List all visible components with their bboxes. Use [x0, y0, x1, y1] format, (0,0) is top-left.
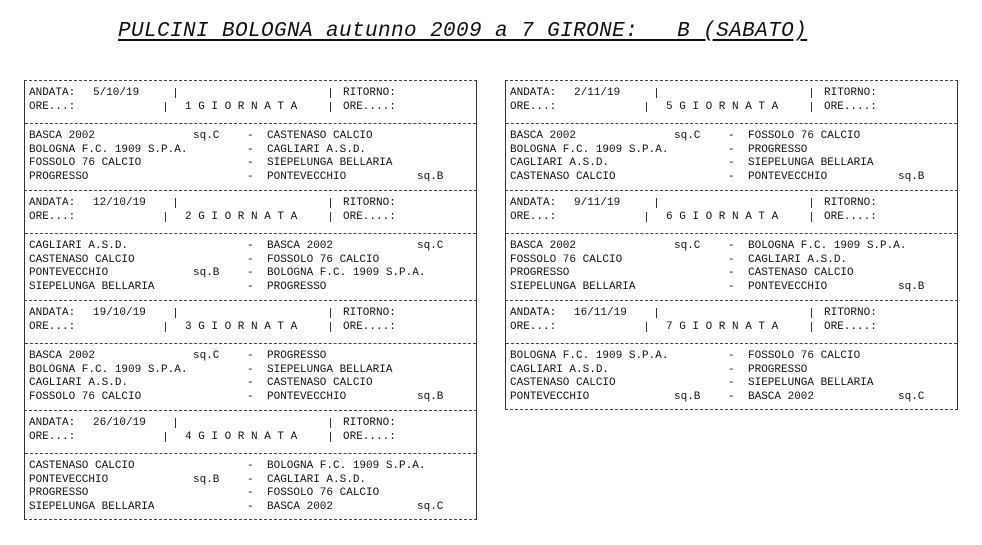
home-team: PONTEVECCHIO — [29, 267, 109, 279]
away-team: BASCA 2002 — [267, 500, 334, 513]
home-team: PONTEVECCHIO — [510, 390, 590, 403]
andata-label: ANDATA: — [29, 307, 76, 319]
away-team: CASTENASO CALCIO — [267, 377, 373, 389]
match-separator: - — [728, 130, 735, 142]
header-divider — [656, 198, 657, 208]
home-team: PROGRESSO — [29, 487, 89, 499]
away-team: CAGLIARI A.S.D. — [748, 253, 848, 266]
home-team: FOSSOLO 76 CALCIO — [29, 390, 142, 403]
ore-right-label: ORE....: — [824, 101, 877, 113]
andata-label: ANDATA: — [29, 197, 76, 209]
match-separator: - — [728, 253, 735, 266]
andata-label: ANDATA: — [510, 307, 557, 319]
away-team: PROGRESSO — [267, 350, 327, 362]
away-team: PONTEVECCHIO — [267, 170, 347, 183]
home-team: BOLOGNA F.C. 1909 S.P.A. — [29, 363, 188, 376]
ritorno-label: RITORNO: — [343, 307, 396, 319]
match-row — [29, 377, 472, 391]
match-row — [29, 144, 472, 158]
match-row — [29, 254, 472, 268]
andata-date: 26/10/19 — [93, 417, 146, 429]
home-team: CAGLIARI A.S.D. — [510, 363, 610, 376]
away-squad: sq.B — [417, 170, 444, 183]
header-divider — [330, 322, 331, 332]
match-separator: - — [247, 253, 254, 266]
away-team: SIEPELUNGA BELLARIA — [267, 157, 393, 169]
match-separator: - — [247, 130, 254, 142]
header-divider — [646, 322, 647, 332]
match-separator: - — [728, 350, 735, 362]
header-divider — [330, 432, 331, 442]
match-row — [510, 350, 953, 364]
ritorno-label: RITORNO: — [343, 197, 396, 209]
ritorno-label: RITORNO: — [824, 307, 877, 319]
match-separator: - — [247, 240, 254, 252]
home-squad: sq.C — [193, 130, 220, 142]
ore-left-label: ORE...: — [29, 211, 76, 223]
header-divider — [165, 212, 166, 222]
giornata-label: 2 G I O R N A T A — [185, 211, 298, 223]
ore-right-label: ORE....: — [343, 431, 396, 443]
match-row — [510, 377, 953, 391]
home-team: BOLOGNA F.C. 1909 S.P.A. — [510, 350, 669, 362]
away-team: SIEPELUNGA BELLARIA — [267, 363, 393, 376]
match-separator: - — [247, 267, 254, 279]
away-team: CAGLIARI A.S.D. — [267, 143, 367, 156]
match-separator: - — [728, 240, 735, 252]
andata-date: 19/10/19 — [93, 307, 146, 319]
match-row — [510, 254, 953, 268]
match-row — [29, 157, 472, 171]
ore-left-label: ORE...: — [510, 211, 557, 223]
ritorno-label: RITORNO: — [824, 197, 877, 209]
home-team: CAGLIARI A.S.D. — [29, 240, 129, 252]
header-divider — [811, 198, 812, 208]
away-team: SIEPELUNGA BELLARIA — [748, 377, 874, 389]
ore-left-label: ORE...: — [29, 431, 76, 443]
home-team: CASTENASO CALCIO — [29, 253, 135, 266]
match-list — [29, 460, 472, 514]
andata-label: ANDATA: — [510, 197, 557, 209]
match-list — [29, 350, 472, 404]
home-team: BASCA 2002 — [510, 130, 577, 142]
round-block — [24, 410, 477, 520]
home-team: FOSSOLO 76 CALCIO — [29, 157, 142, 169]
match-separator: - — [247, 350, 254, 362]
home-squad: sq.C — [193, 350, 220, 362]
match-separator: - — [728, 267, 735, 279]
ritorno-label: RITORNO: — [824, 87, 877, 99]
andata-date: 5/10/19 — [93, 87, 140, 99]
ore-right-label: ORE....: — [343, 211, 396, 223]
away-squad: sq.B — [898, 170, 925, 183]
round-block — [505, 300, 958, 410]
schedule-column-left — [24, 80, 477, 520]
match-separator: - — [247, 143, 254, 156]
away-team: BOLOGNA F.C. 1909 S.P.A. — [267, 460, 426, 472]
home-team: PROGRESSO — [29, 170, 89, 183]
match-row — [29, 281, 472, 295]
andata-label: ANDATA: — [29, 417, 76, 429]
ore-left-label: ORE...: — [510, 321, 557, 333]
home-team: BOLOGNA F.C. 1909 S.P.A. — [510, 143, 669, 156]
match-row — [29, 240, 472, 254]
page-title: PULCINI BOLOGNA autunno 2009 a 7 GIRONE: B (SABATO) — [118, 20, 808, 43]
ore-right-label: ORE....: — [343, 321, 396, 333]
match-list — [29, 240, 472, 294]
home-team: FOSSOLO 76 CALCIO — [510, 253, 623, 266]
header-divider — [330, 88, 331, 98]
match-separator: - — [247, 460, 254, 472]
match-row — [510, 364, 953, 378]
header-divider — [646, 102, 647, 112]
giornata-label: 3 G I O R N A T A — [185, 321, 298, 333]
round-header — [25, 411, 476, 454]
ore-right-label: ORE....: — [824, 321, 877, 333]
match-row — [29, 460, 472, 474]
header-divider — [811, 102, 812, 112]
match-list — [29, 130, 472, 184]
header-divider — [811, 308, 812, 318]
match-row — [510, 130, 953, 144]
match-separator: - — [247, 390, 254, 403]
match-row — [510, 391, 953, 405]
away-team: PROGRESSO — [267, 280, 327, 293]
round-block — [505, 190, 958, 300]
match-separator: - — [247, 473, 254, 486]
match-separator: - — [247, 157, 254, 169]
home-team: CASTENASO CALCIO — [510, 170, 616, 183]
giornata-label: 6 G I O R N A T A — [666, 211, 779, 223]
match-row — [29, 487, 472, 501]
home-team: SIEPELUNGA BELLARIA — [29, 500, 155, 513]
round-header — [506, 81, 957, 124]
andata-date: 16/11/19 — [574, 307, 627, 319]
match-list — [510, 130, 953, 184]
ore-right-label: ORE....: — [824, 211, 877, 223]
away-team: FOSSOLO 76 CALCIO — [748, 130, 861, 142]
match-separator: - — [247, 363, 254, 376]
home-team: SIEPELUNGA BELLARIA — [510, 280, 636, 293]
andata-label: ANDATA: — [29, 87, 76, 99]
match-row — [510, 144, 953, 158]
away-team: FOSSOLO 76 CALCIO — [267, 487, 380, 499]
match-row — [29, 364, 472, 378]
header-divider — [330, 418, 331, 428]
away-team: BASCA 2002 — [748, 390, 815, 403]
match-separator: - — [247, 377, 254, 389]
giornata-label: 7 G I O R N A T A — [666, 321, 779, 333]
match-separator: - — [728, 143, 735, 156]
round-block — [24, 80, 477, 190]
away-team: CASTENASO CALCIO — [748, 267, 854, 279]
match-row — [29, 474, 472, 488]
away-team: FOSSOLO 76 CALCIO — [748, 350, 861, 362]
ritorno-label: RITORNO: — [343, 417, 396, 429]
header-divider — [811, 322, 812, 332]
ore-left-label: ORE...: — [510, 101, 557, 113]
away-team: BOLOGNA F.C. 1909 S.P.A. — [267, 267, 426, 279]
away-team: PONTEVECCHIO — [748, 170, 828, 183]
match-list — [510, 240, 953, 294]
away-squad: sq.B — [898, 280, 925, 293]
home-team: CAGLIARI A.S.D. — [29, 377, 129, 389]
home-squad: sq.C — [674, 240, 701, 252]
schedule-column-right — [505, 80, 958, 410]
match-separator: - — [728, 280, 735, 293]
header-divider — [330, 198, 331, 208]
home-team: CAGLIARI A.S.D. — [510, 157, 610, 169]
match-row — [29, 350, 472, 364]
match-separator: - — [247, 487, 254, 499]
away-squad: sq.C — [417, 500, 444, 513]
away-team: BOLOGNA F.C. 1909 S.P.A. — [748, 240, 907, 252]
match-row — [29, 267, 472, 281]
header-divider — [330, 308, 331, 318]
away-team: PONTEVECCHIO — [267, 390, 347, 403]
away-squad: sq.C — [898, 390, 925, 403]
header-divider — [811, 212, 812, 222]
away-team: CASTENASO CALCIO — [267, 130, 373, 142]
round-header — [506, 301, 957, 344]
home-squad: sq.B — [674, 390, 701, 403]
home-team: PROGRESSO — [510, 267, 570, 279]
match-separator: - — [247, 500, 254, 513]
away-squad: sq.B — [417, 390, 444, 403]
home-squad: sq.C — [674, 130, 701, 142]
ore-right-label: ORE....: — [343, 101, 396, 113]
giornata-label: 5 G I O R N A T A — [666, 101, 779, 113]
ore-left-label: ORE...: — [29, 321, 76, 333]
match-row — [510, 171, 953, 185]
match-row — [29, 171, 472, 185]
match-separator: - — [247, 170, 254, 183]
match-row — [29, 391, 472, 405]
header-divider — [175, 308, 176, 318]
home-team: SIEPELUNGA BELLARIA — [29, 280, 155, 293]
match-row — [510, 281, 953, 295]
away-team: FOSSOLO 76 CALCIO — [267, 253, 380, 266]
round-block — [505, 80, 958, 190]
match-separator: - — [247, 280, 254, 293]
match-separator: - — [728, 170, 735, 183]
match-row — [29, 130, 472, 144]
match-separator: - — [728, 363, 735, 376]
header-divider — [175, 418, 176, 428]
home-squad: sq.B — [193, 473, 220, 486]
match-row — [29, 501, 472, 515]
andata-date: 12/10/19 — [93, 197, 146, 209]
andata-date: 9/11/19 — [574, 197, 621, 209]
header-divider — [330, 102, 331, 112]
home-team: BASCA 2002 — [510, 240, 577, 252]
match-row — [510, 157, 953, 171]
home-team: CASTENASO CALCIO — [510, 377, 616, 389]
round-header — [25, 191, 476, 234]
round-header — [506, 191, 957, 234]
header-divider — [165, 432, 166, 442]
round-header — [25, 81, 476, 124]
header-divider — [811, 88, 812, 98]
away-team: BASCA 2002 — [267, 240, 334, 252]
away-team: PROGRESSO — [748, 363, 808, 376]
andata-label: ANDATA: — [510, 87, 557, 99]
away-team: PONTEVECCHIO — [748, 280, 828, 293]
round-block — [24, 190, 477, 300]
home-squad: sq.B — [193, 267, 220, 279]
andata-date: 2/11/19 — [574, 87, 621, 99]
match-row — [510, 240, 953, 254]
match-separator: - — [728, 377, 735, 389]
round-block — [24, 300, 477, 410]
ore-left-label: ORE...: — [29, 101, 76, 113]
home-team: BOLOGNA F.C. 1909 S.P.A. — [29, 143, 188, 156]
away-team: SIEPELUNGA BELLARIA — [748, 157, 874, 169]
match-list — [510, 350, 953, 404]
header-divider — [175, 198, 176, 208]
header-divider — [646, 212, 647, 222]
giornata-label: 1 G I O R N A T A — [185, 101, 298, 113]
ritorno-label: RITORNO: — [343, 87, 396, 99]
home-team: BASCA 2002 — [29, 350, 96, 362]
away-squad: sq.C — [417, 240, 444, 252]
header-divider — [330, 212, 331, 222]
match-separator: - — [728, 390, 735, 403]
round-header — [25, 301, 476, 344]
match-separator: - — [728, 157, 735, 169]
giornata-label: 4 G I O R N A T A — [185, 431, 298, 443]
header-divider — [656, 88, 657, 98]
home-team: PONTEVECCHIO — [29, 473, 109, 486]
home-team: CASTENASO CALCIO — [29, 460, 135, 472]
header-divider — [165, 322, 166, 332]
match-row — [510, 267, 953, 281]
header-divider — [165, 102, 166, 112]
header-divider — [175, 88, 176, 98]
home-team: BASCA 2002 — [29, 130, 96, 142]
header-divider — [656, 308, 657, 318]
away-team: PROGRESSO — [748, 143, 808, 156]
away-team: CAGLIARI A.S.D. — [267, 473, 367, 486]
